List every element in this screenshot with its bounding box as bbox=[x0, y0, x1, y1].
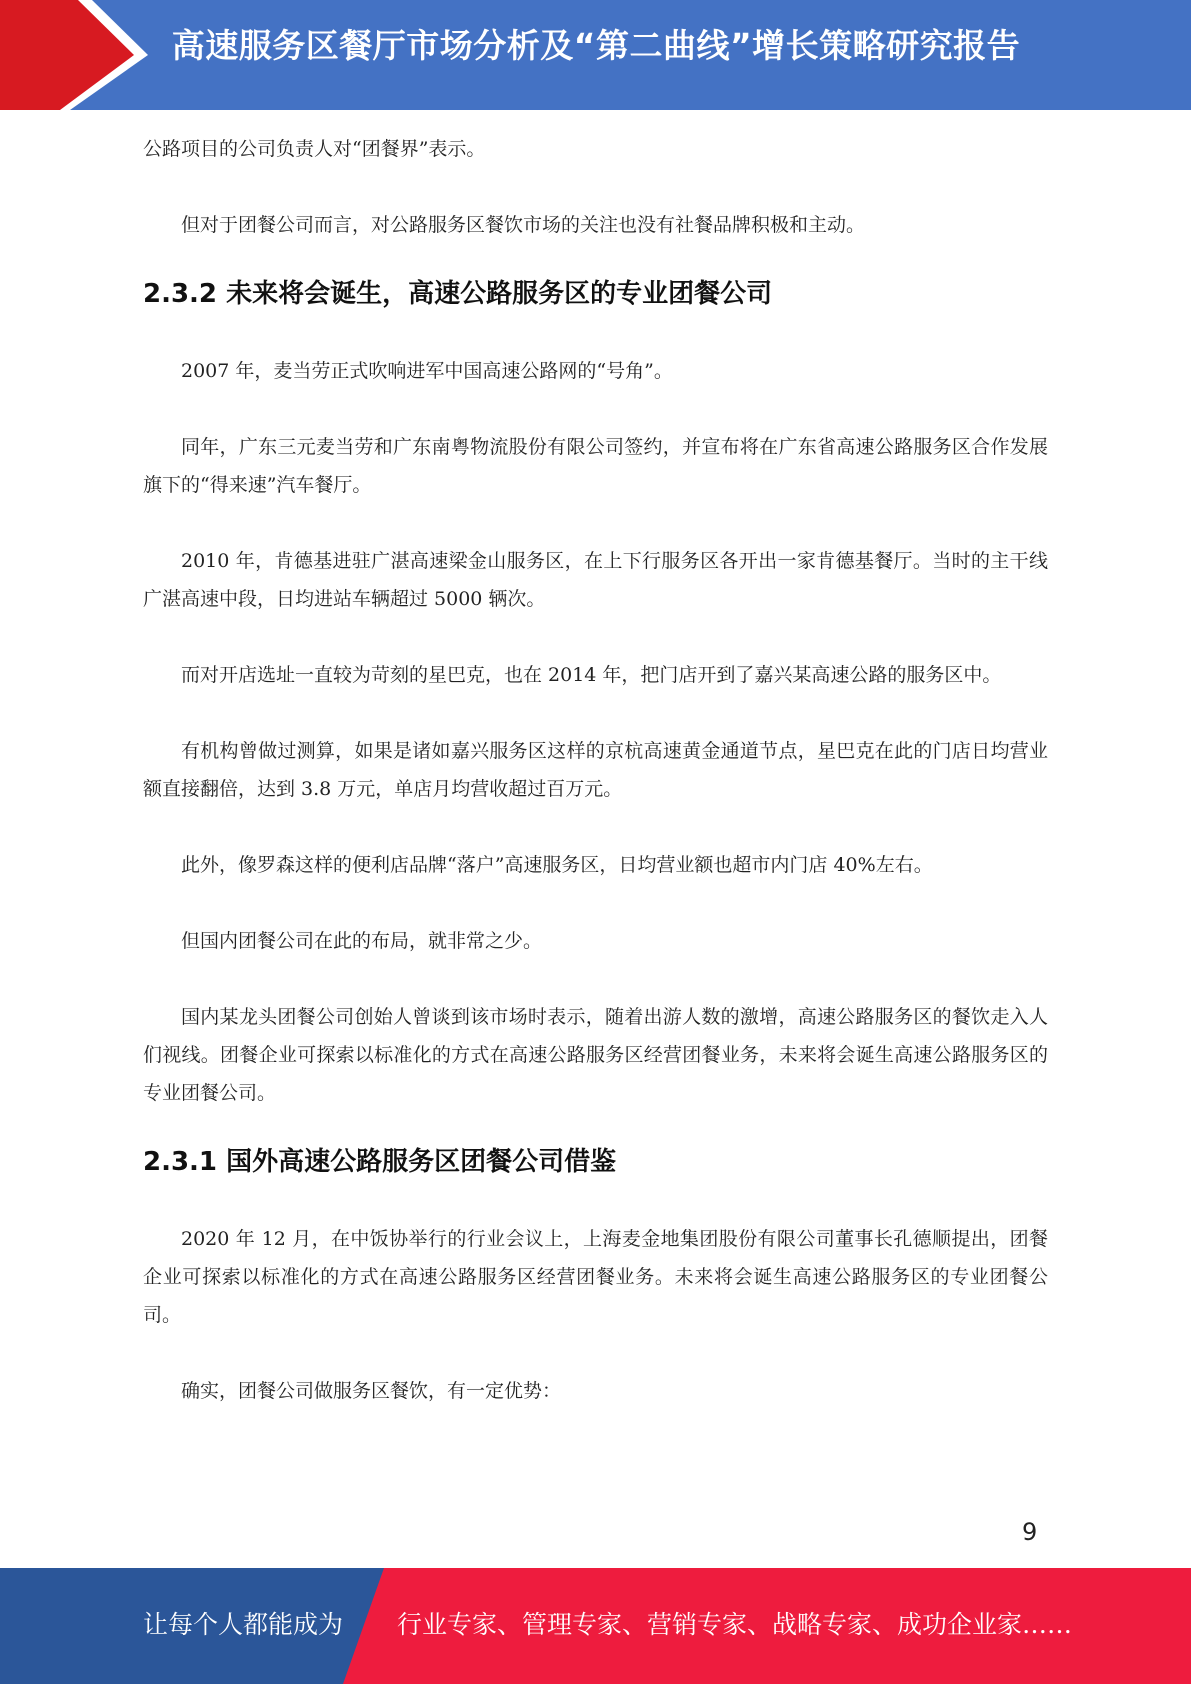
paragraph: 2020 年 12 月，在中饭协举行的行业会议上，上海麦金地集团股份有限公司董事长孔德顺提出，团餐企业可探索以标准化的方式在高速公路服务区经营团餐业务。未来将会诞生高速公路服务区的专业团餐公司。 bbox=[143, 1228, 1048, 1326]
paragraph: 2010 年，肯德基进驻广湛高速梁金山服务区，在上下行服务区各开出一家肯德基餐厅。当时的主干线广湛高速中段，日均进站车辆超过 5000 辆次。 bbox=[143, 550, 1048, 610]
paragraph: 有机构曾做过测算，如果是诸如嘉兴服务区这样的京杭高速黄金通道节点，星巴克在此的门店日均营业额直接翻倍，达到 3.8 万元，单店月均营收超过百万元。 bbox=[143, 740, 1048, 800]
footer-slogan-left: 让每个人都能成为 bbox=[143, 1610, 344, 1639]
paragraph: 国内某龙头团餐公司创始人曾谈到该市场时表示，随着出游人数的激增，高速公路服务区的餐饮走入人们视线。团餐企业可探索以标准化的方式在高速公路服务区经营团餐业务，未来将会诞生高速公路服务区的专业团餐公司。 bbox=[143, 1006, 1048, 1104]
document-body bbox=[143, 130, 1048, 1410]
paragraph: 同年，广东三元麦当劳和广东南粤物流股份有限公司签约，并宣布将在广东省高速公路服务区合作发展旗下的“得来速”汽车餐厅。 bbox=[143, 436, 1048, 496]
paragraph: 确实，团餐公司做服务区餐饮，有一定优势： bbox=[181, 1380, 562, 1402]
paragraph: 但对于团餐公司而言，对公路服务区餐饮市场的关注也没有社餐品牌积极和主动。 bbox=[181, 214, 866, 236]
footer-slogan-right: 行业专家、管理专家、营销专家、战略专家、成功企业家…… bbox=[397, 1610, 1073, 1639]
paragraph: 公路项目的公司负责人对“团餐界”表示。 bbox=[143, 138, 486, 160]
paragraph: 而对开店选址一直较为苛刻的星巴克，也在 2014 年，把门店开到了嘉兴某高速公路的服务区中。 bbox=[181, 664, 1002, 686]
section-heading: 2.3.1 国外高速公路服务区团餐公司借鉴 bbox=[143, 1147, 617, 1177]
page-header bbox=[0, 0, 1191, 110]
paragraph: 此外，像罗森这样的便利店品牌“落户”高速服务区，日均营业额也超市内门店 40%左右。 bbox=[181, 854, 933, 876]
document-title: 高速服务区餐厅市场分析及“第二曲线”增长策略研究报告 bbox=[171, 26, 1021, 65]
paragraph: 但国内团餐公司在此的布局，就非常之少。 bbox=[181, 930, 543, 952]
page-number: 9 bbox=[1022, 1518, 1038, 1546]
section-heading: 2.3.2 未来将会诞生，高速公路服务区的专业团餐公司 bbox=[143, 279, 773, 309]
page-footer bbox=[0, 1568, 1191, 1684]
paragraph: 2007 年，麦当劳正式吹响进军中国高速公路网的“号角”。 bbox=[181, 360, 673, 382]
